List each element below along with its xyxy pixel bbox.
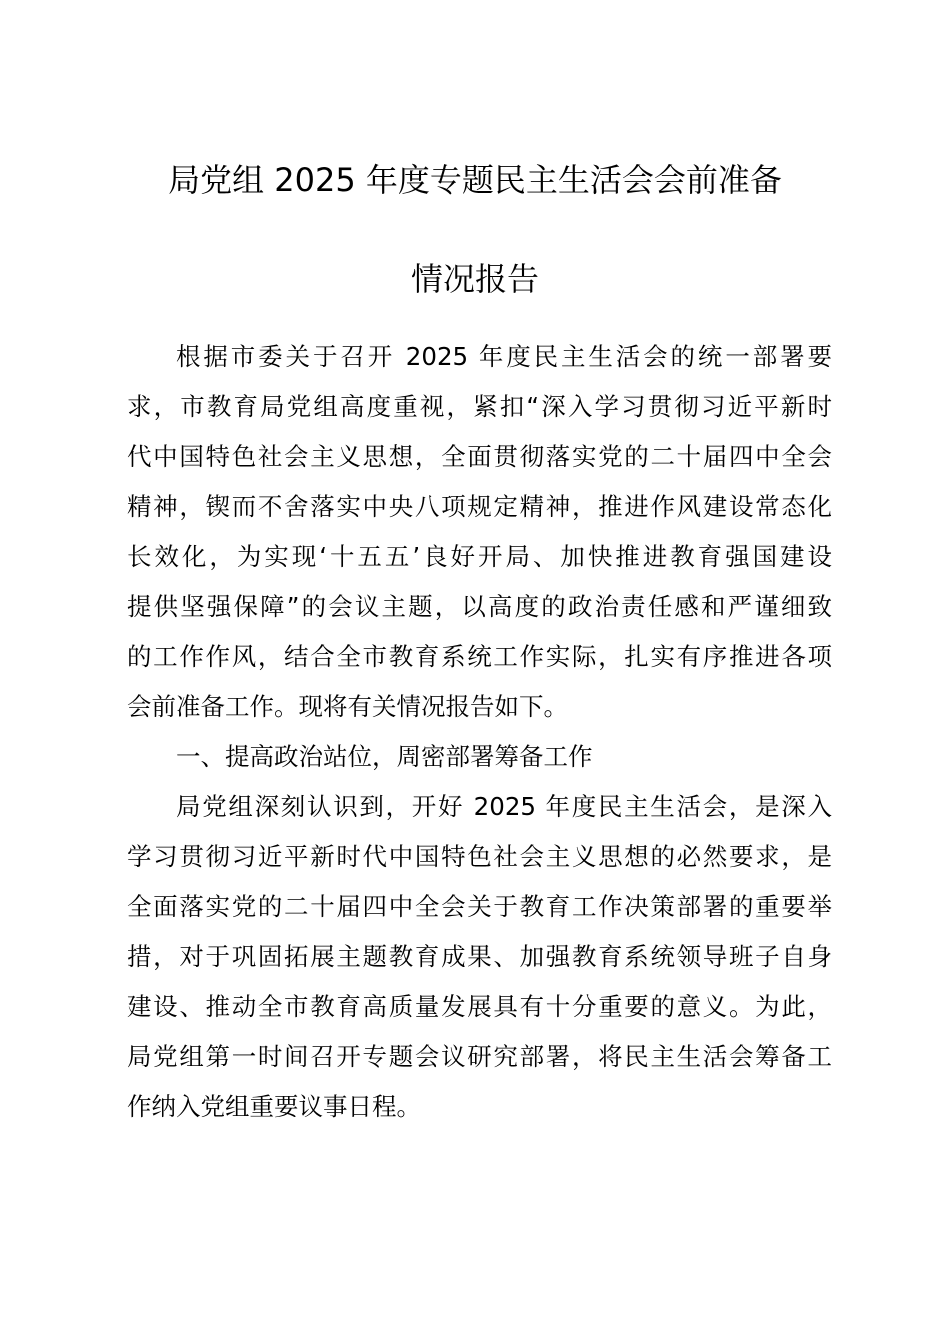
text-line: 长效化，为实现‘十五五’良好开局、加快推进教育强国建设 xyxy=(127,542,832,571)
text-line: 会前准备工作。现将有关情况报告如下。 xyxy=(127,692,568,721)
title-line-2: 情况报告 xyxy=(410,260,539,298)
text-line: 提供坚强保障”的会议主题，以高度的政治责任感和严谨细致 xyxy=(127,592,832,621)
text-line: 的工作作风，结合全市教育系统工作实际，扎实有序推进各项 xyxy=(127,642,832,671)
text-line: 建设、推动全市教育高质量发展具有十分重要的意义。为此， xyxy=(127,992,832,1021)
section-heading-1: 一、提高政治站位，周密部署筹备工作 xyxy=(176,742,593,771)
text-line: 作纳入党组重要议事日程。 xyxy=(127,1092,421,1121)
text-line: 学习贯彻习近平新时代中国特色社会主义思想的必然要求，是 xyxy=(127,842,832,871)
text-line: 精神，锲而不舍落实中央八项规定精神，推进作风建设常态化 xyxy=(127,492,832,521)
text-line: 局党组深刻认识到，开好 2025 年度民主生活会，是深入 xyxy=(176,792,832,821)
text-line: 求，市教育局党组高度重视，紧扣“深入学习贯彻习近平新时 xyxy=(127,392,832,421)
title-line-1: 局党组 2025 年度专题民主生活会会前准备 xyxy=(168,161,782,199)
text-line: 全面落实党的二十届四中全会关于教育工作决策部署的重要举 xyxy=(127,892,832,921)
text-line: 措，对于巩固拓展主题教育成果、加强教育系统领导班子自身 xyxy=(127,942,832,971)
text-line: 局党组第一时间召开专题会议研究部署，将民主生活会筹备工 xyxy=(127,1042,832,1071)
text-line: 代中国特色社会主义思想，全面贯彻落实党的二十届四中全会 xyxy=(127,442,832,471)
text-line: 根据市委关于召开 2025 年度民主生活会的统一部署要 xyxy=(176,342,832,371)
